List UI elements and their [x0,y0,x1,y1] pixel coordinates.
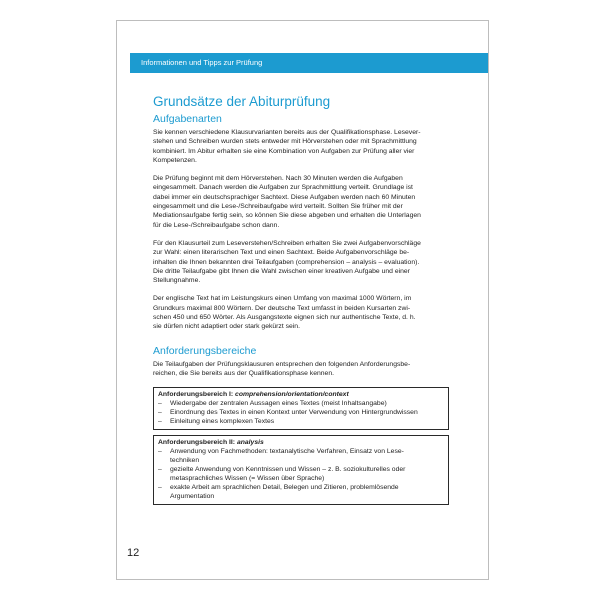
document-page [116,20,489,580]
paragraph [153,174,449,230]
header-banner: Informationen und Tipps zur Prüfung [130,53,488,73]
page-number: 12 [127,547,140,559]
text-line: techniken [170,457,200,465]
dash-bullet: – [158,418,162,426]
list-item [158,483,444,501]
text-line: dabei immer ein deutschsprachiger Sachtext. Diese Aufgaben werden nach 60 Minuten [153,193,416,201]
text-line: Argumentation [170,493,215,501]
text-line: Mediationsaufgabe fertig sein, so können Sie diese abgeben und erhalten die Unterlagen [153,212,421,220]
dash-bullet: – [158,484,162,492]
text-line: Stellungnahme. [153,277,201,285]
text-line: schen 450 und 650 Wörter. Als Ausgangstexte eignen sich nur authentische Texte, d. h. [153,314,416,322]
text-line: Die dritte Teilaufgabe gibt Ihnen die Wahl zwischen einer kreativen Aufgabe und einer [153,267,410,275]
paragraph [153,294,449,331]
box-title-emphasis: analysis [236,439,264,447]
text-line: Einordnung des Textes in einen Kontext unter Verwendung von Hintergrundwissen [170,409,418,417]
text-line: Sie kennen verschiedene Klausurvarianten bereits aus der Qualifikationsphase. Lesever- [153,129,421,136]
list-item [158,408,444,417]
paragraph [153,239,449,285]
requirement-list [158,447,444,501]
dash-bullet: – [158,400,162,408]
text-line: stehen und Schreiben wurden stets entweder mit Hörverstehen oder mit Sprachmittlung [153,138,417,146]
text-line: Grundkurs maximal 800 Wörtern. Der deutsche Text umfasst in beiden Kursarten zwi- [153,304,411,312]
text-line: Die Prüfung beginnt mit dem Hörverstehen. Nach 30 Minuten werden die Aufgaben [153,175,403,183]
box-title-emphasis: comprehension/orientation/context [235,391,349,399]
requirement-box-2 [153,435,449,505]
paragraph [153,128,449,165]
dash-bullet: – [158,448,162,456]
text-line: inhalten die Ihnen bekannten drei Teilaufgaben (comprehension – analysis – evaluation). [153,258,420,266]
text-line: kombiniert. Im Abitur erhalten sie eine Kombination von Aufgaben zur Prüfung aller vier [153,147,415,155]
section-heading-aufgabenarten: Aufgabenarten [153,113,222,125]
box-title [158,438,444,447]
page-title: Grundsätze der Abiturprüfung [153,94,331,109]
text-line: für die Lese-/Schreibaufgabe schon dann. [153,221,280,229]
text-line: eingesammelt und die Lese-/Schreibaufgabe wird verteilt. Sollten Sie früher mit der [153,203,403,211]
dash-bullet: – [158,466,162,474]
paragraph [153,360,449,379]
box-title [158,390,444,399]
text-line: Anwendung von Fachmethoden: textanalytische Verfahren, Einsatz von Lese- [170,448,404,456]
list-item [158,417,444,426]
text-line: Der englische Text hat im Leistungskurs einen Umfang von maximal 1000 Wörtern, im [153,295,412,303]
text-line: Wiedergabe der zentralen Aussagen eines Textes (meist Inhaltsangabe) [170,400,387,408]
requirement-list [158,399,444,426]
text-line: reichen, die Sie bereits aus der Qualifikationsphase kennen. [153,369,334,377]
box-title-prefix: Anforderungsbereich II: [158,439,237,447]
text-line: Kompetenzen. [153,156,197,164]
page-content [153,93,449,510]
text-line: gezielte Anwendung von Kenntnissen und Wissen – z. B. soziokulturelles oder [170,466,406,474]
text-line: exakte Arbeit am sprachlichen Detail, Belegen und Zitieren, problemlösende [170,484,399,492]
text-line: metasprachliches Wissen (= Wissen über Sprache) [170,475,325,483]
text-line: sie dürfen nicht adaptiert oder stark gekürzt sein. [153,323,300,331]
list-item [158,447,444,465]
text-line: Für den Klausurteil zum Leseverstehen/Schreiben erhalten Sie zwei Aufgabenvorschläge [153,239,421,247]
list-item [158,465,444,483]
list-item [158,399,444,408]
text-line: Die Teilaufgaben der Prüfungsklausuren entsprechen den folgenden Anforderungsbe- [153,360,411,368]
section-heading-anforderungsbereiche: Anforderungsbereiche [153,344,257,357]
box-title-prefix: Anforderungsbereich I: [158,391,236,399]
text-line: zur Wahl: einen literarischen Text und einen Sachtext. Beide Aufgabenvorschläge be- [153,249,410,257]
dash-bullet: – [158,409,162,417]
text-line: Einleitung eines komplexen Textes [170,418,275,426]
requirement-box-1 [153,387,449,430]
text-line: eingesammelt. Danach werden die Aufgaben zur Sprachmittlung verteilt. Grundlage ist [153,184,413,192]
